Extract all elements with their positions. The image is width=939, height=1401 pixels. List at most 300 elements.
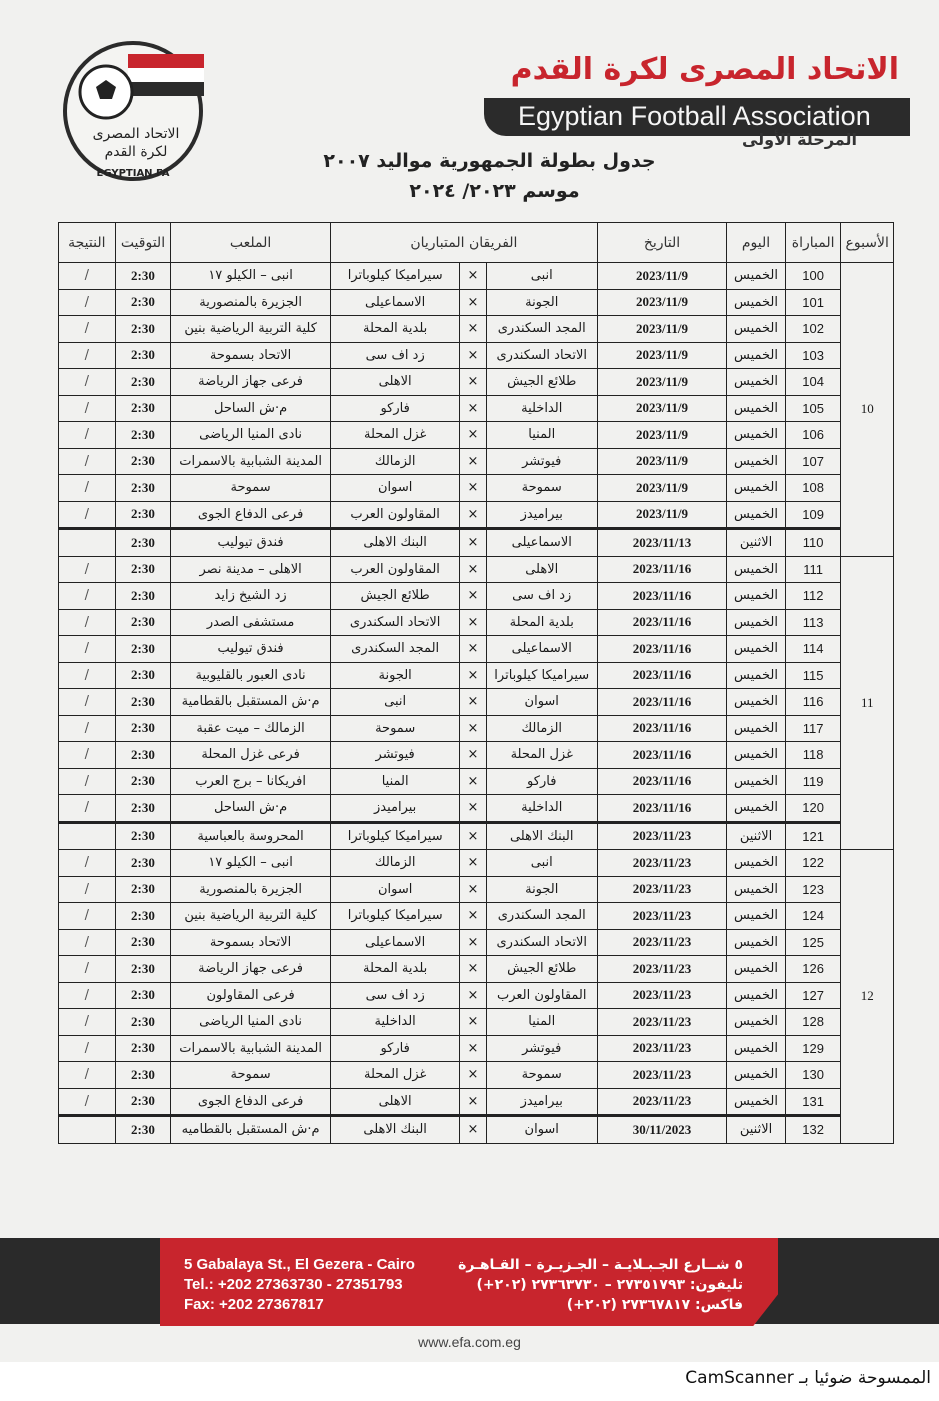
stadium-name: سموحة [171, 475, 331, 502]
match-result: / [59, 1088, 116, 1116]
vs-mark: × [460, 289, 486, 316]
kickoff-time: 2:30 [115, 742, 171, 769]
match-date: 2023/11/23 [597, 876, 726, 903]
stadium-name: انبى – الكيلو ١٧ [171, 263, 331, 290]
match-date: 2023/11/9 [597, 289, 726, 316]
match-result [59, 822, 116, 850]
match-date: 2023/11/9 [597, 501, 726, 529]
match-result: / [59, 289, 116, 316]
stadium-name: الاتحاد بسموحة [171, 342, 331, 369]
vs-mark: × [460, 316, 486, 343]
vs-mark: × [460, 501, 486, 529]
stadium-name: الجزيرة بالمنصورية [171, 876, 331, 903]
match-result: / [59, 636, 116, 663]
match-date: 2023/11/13 [597, 529, 726, 557]
match-result: / [59, 662, 116, 689]
match-day: الخميس [727, 636, 786, 663]
kickoff-time: 2:30 [115, 956, 171, 983]
table-row [59, 1062, 894, 1089]
home-team: الجونة [486, 289, 597, 316]
kickoff-time: 2:30 [115, 289, 171, 316]
table-row [59, 316, 894, 343]
match-day: الخميس [727, 583, 786, 610]
table-row [59, 1009, 894, 1036]
kickoff-time: 2:30 [115, 1088, 171, 1116]
table-row [59, 556, 894, 583]
kickoff-time: 2:30 [115, 876, 171, 903]
home-team: الجونة [486, 876, 597, 903]
match-day: الخميس [727, 342, 786, 369]
vs-mark: × [460, 342, 486, 369]
match-day: الخميس [727, 982, 786, 1009]
away-team: الجونة [330, 662, 459, 689]
camscanner-note: الممسوحة ضوئيا بـ CamScanner [685, 1368, 931, 1388]
match-number: 104 [785, 369, 841, 396]
match-day: الخميس [727, 1062, 786, 1089]
match-day: الخميس [727, 956, 786, 983]
table-row [59, 1088, 894, 1116]
match-result: / [59, 395, 116, 422]
website-link[interactable]: www.efa.com.eg [418, 1334, 521, 1350]
match-day: الخميس [727, 1009, 786, 1036]
home-team: سيراميكا كيلوباترا [486, 662, 597, 689]
home-team: اسوان [486, 689, 597, 716]
away-team: بلدية المحلة [330, 316, 459, 343]
home-team: انبى [486, 263, 597, 290]
match-result: / [59, 583, 116, 610]
match-number: 105 [785, 395, 841, 422]
match-date: 2023/11/16 [597, 768, 726, 795]
vs-mark: × [460, 395, 486, 422]
away-team: المجد السكندرى [330, 636, 459, 663]
home-team: الاسماعيلى [486, 529, 597, 557]
match-number: 132 [785, 1116, 841, 1144]
home-team: فيوتشر [486, 448, 597, 475]
table-row [59, 395, 894, 422]
week-cell: 11 [841, 556, 894, 850]
away-team: زد اف سى [330, 982, 459, 1009]
org-name-en: Egyptian Football Association [518, 101, 871, 131]
home-team: بيراميدز [486, 501, 597, 529]
match-number: 120 [785, 795, 841, 823]
match-result: / [59, 342, 116, 369]
match-day: الخميس [727, 556, 786, 583]
match-result [59, 1116, 116, 1144]
match-date: 2023/11/9 [597, 395, 726, 422]
away-team: فاركو [330, 1035, 459, 1062]
match-number: 112 [785, 583, 841, 610]
match-number: 114 [785, 636, 841, 663]
vs-mark: × [460, 822, 486, 850]
away-team: اسوان [330, 876, 459, 903]
kickoff-time: 2:30 [115, 715, 171, 742]
table-row [59, 422, 894, 449]
kickoff-time: 2:30 [115, 448, 171, 475]
kickoff-time: 2:30 [115, 1035, 171, 1062]
match-number: 102 [785, 316, 841, 343]
week-cell: 12 [841, 850, 894, 1144]
match-number: 103 [785, 342, 841, 369]
away-team: فاركو [330, 395, 459, 422]
table-row [59, 529, 894, 557]
home-team: الداخلية [486, 395, 597, 422]
match-number: 128 [785, 1009, 841, 1036]
match-day: الخميس [727, 689, 786, 716]
match-date: 2023/11/23 [597, 903, 726, 930]
match-date: 2023/11/16 [597, 742, 726, 769]
stadium-name: نادى المنيا الرياضى [171, 422, 331, 449]
table-row [59, 583, 894, 610]
away-team: بيراميدز [330, 795, 459, 823]
match-result: / [59, 369, 116, 396]
match-day: الخميس [727, 395, 786, 422]
vs-mark: × [460, 689, 486, 716]
match-number: 113 [785, 609, 841, 636]
stadium-name: فرعى الدفاع الجوى [171, 501, 331, 529]
away-team: زد اف سى [330, 342, 459, 369]
kickoff-time: 2:30 [115, 556, 171, 583]
away-team: سموحة [330, 715, 459, 742]
home-team: الاهلى [486, 556, 597, 583]
stadium-name: م·ش الساحل [171, 395, 331, 422]
match-day: الخميس [727, 475, 786, 502]
stadium-name: فرعى جهاز الرياضة [171, 369, 331, 396]
match-date: 2023/11/16 [597, 636, 726, 663]
match-date: 2023/11/23 [597, 1062, 726, 1089]
home-team: البنك الاهلى [486, 822, 597, 850]
away-team: سيراميكا كيلوباترا [330, 903, 459, 930]
schedule-body [59, 263, 894, 1144]
away-team: الاسماعيلى [330, 929, 459, 956]
stadium-name: زد الشيخ زايد [171, 583, 331, 610]
kickoff-time: 2:30 [115, 609, 171, 636]
col-result: النتيجة [59, 223, 116, 263]
match-result: / [59, 742, 116, 769]
kickoff-time: 2:30 [115, 422, 171, 449]
vs-mark: × [460, 448, 486, 475]
match-result: / [59, 876, 116, 903]
match-day: الخميس [727, 501, 786, 529]
match-day: الخميس [727, 850, 786, 877]
vs-mark: × [460, 1035, 486, 1062]
home-team: المجد السكندرى [486, 316, 597, 343]
vs-mark: × [460, 529, 486, 557]
match-number: 100 [785, 263, 841, 290]
match-date: 2023/11/9 [597, 316, 726, 343]
footer-contact-ar [458, 1255, 743, 1315]
table-row [59, 636, 894, 663]
match-result: / [59, 1009, 116, 1036]
kickoff-time: 2:30 [115, 583, 171, 610]
match-number: 125 [785, 929, 841, 956]
away-team: سيراميكا كيلوباترا [330, 822, 459, 850]
stadium-name: افريكانا – برج العرب [171, 768, 331, 795]
kickoff-time: 2:30 [115, 1062, 171, 1089]
match-result: / [59, 982, 116, 1009]
match-result: / [59, 263, 116, 290]
away-team: فيوتشر [330, 742, 459, 769]
match-number: 124 [785, 903, 841, 930]
away-team: انبى [330, 689, 459, 716]
table-row [59, 795, 894, 823]
table-row [59, 263, 894, 290]
away-team: سيراميكا كيلوباترا [330, 263, 459, 290]
match-day: الخميس [727, 609, 786, 636]
home-team: المجد السكندرى [486, 903, 597, 930]
kickoff-time: 2:30 [115, 342, 171, 369]
table-row [59, 742, 894, 769]
match-result: / [59, 422, 116, 449]
stadium-name: م·ش المستقبل بالقطاميه [171, 1116, 331, 1144]
kickoff-time: 2:30 [115, 662, 171, 689]
home-team: طلائع الجيش [486, 369, 597, 396]
stadium-name: كلية التربية الرياضية بنين [171, 316, 331, 343]
match-day: الخميس [727, 289, 786, 316]
away-team: الاتحاد السكندرى [330, 609, 459, 636]
home-team: زد اف سى [486, 583, 597, 610]
footer-fax-en: Fax: +202 27367817 [184, 1296, 324, 1313]
away-team: الداخلية [330, 1009, 459, 1036]
footer-address-en: 5 Gabalaya St., El Gezera - Cairo [184, 1256, 415, 1273]
match-number: 119 [785, 768, 841, 795]
home-team: فاركو [486, 768, 597, 795]
match-date: 2023/11/23 [597, 982, 726, 1009]
kickoff-time: 2:30 [115, 636, 171, 663]
logo-text-2: لكرة القدم [104, 144, 168, 160]
kickoff-time: 2:30 [115, 529, 171, 557]
vs-mark: × [460, 556, 486, 583]
col-time: التوقيت [115, 223, 171, 263]
home-team: بلدية المحلة [486, 609, 597, 636]
col-date: التاريخ [597, 223, 726, 263]
match-day: الخميس [727, 742, 786, 769]
stadium-name: الاتحاد بسموحة [171, 929, 331, 956]
away-team: طلائع الجيش [330, 583, 459, 610]
stadium-name: المحروسة بالعباسية [171, 822, 331, 850]
kickoff-time: 2:30 [115, 689, 171, 716]
kickoff-time: 2:30 [115, 822, 171, 850]
match-day: الاثنين [727, 529, 786, 557]
match-day: الخميس [727, 1035, 786, 1062]
table-row [59, 876, 894, 903]
stadium-name: المدينة الشبابية بالاسمرات [171, 448, 331, 475]
match-result [59, 529, 116, 557]
match-day: الخميس [727, 795, 786, 823]
kickoff-time: 2:30 [115, 369, 171, 396]
kickoff-time: 2:30 [115, 395, 171, 422]
match-result: / [59, 1035, 116, 1062]
kickoff-time: 2:30 [115, 501, 171, 529]
stadium-name: الزمالك – ميت عقبة [171, 715, 331, 742]
stadium-name: كلية التربية الرياضية بنين [171, 903, 331, 930]
vs-mark: × [460, 1009, 486, 1036]
away-team: الاهلى [330, 369, 459, 396]
vs-mark: × [460, 422, 486, 449]
match-date: 2023/11/16 [597, 609, 726, 636]
away-team: غزل المحلة [330, 1062, 459, 1089]
match-date: 2023/11/23 [597, 956, 726, 983]
match-number: 115 [785, 662, 841, 689]
table-row [59, 982, 894, 1009]
stadium-name: سموحة [171, 1062, 331, 1089]
match-date: 30/11/2023 [597, 1116, 726, 1144]
vs-mark: × [460, 1062, 486, 1089]
match-result: / [59, 1062, 116, 1089]
table-row [59, 289, 894, 316]
match-day: الاثنين [727, 822, 786, 850]
away-team: المنيا [330, 768, 459, 795]
match-date: 2023/11/16 [597, 715, 726, 742]
vs-mark: × [460, 715, 486, 742]
table-row [59, 369, 894, 396]
footer-tel-en: Tel.: +202 27363730 - 27351793 [184, 1276, 403, 1293]
logo-text-1: الاتحاد المصرى [92, 126, 180, 142]
vs-mark: × [460, 903, 486, 930]
kickoff-time: 2:30 [115, 795, 171, 823]
stadium-name: انبى – الكيلو ١٧ [171, 850, 331, 877]
table-row [59, 342, 894, 369]
home-team: سموحة [486, 1062, 597, 1089]
vs-mark: × [460, 583, 486, 610]
stadium-name: نادى المنيا الرياضى [171, 1009, 331, 1036]
match-date: 2023/11/16 [597, 662, 726, 689]
away-team: الاهلى [330, 1088, 459, 1116]
away-team: الزمالك [330, 850, 459, 877]
table-header-row [59, 223, 894, 263]
stadium-name: فندق تيوليب [171, 636, 331, 663]
match-day: الخميس [727, 316, 786, 343]
home-team: المنيا [486, 1009, 597, 1036]
match-result: / [59, 929, 116, 956]
match-number: 126 [785, 956, 841, 983]
home-team: فيوتشر [486, 1035, 597, 1062]
match-result: / [59, 501, 116, 529]
match-result: / [59, 850, 116, 877]
match-day: الخميس [727, 929, 786, 956]
footer-address-ar: ٥ شــارع الجـبـلايـة – الجـزيـرة – القـاهـرة [458, 1257, 743, 1273]
vs-mark: × [460, 876, 486, 903]
away-team: بلدية المحلة [330, 956, 459, 983]
match-day: الخميس [727, 263, 786, 290]
home-team: الاتحاد السكندرى [486, 342, 597, 369]
table-row [59, 850, 894, 877]
match-day: الاثنين [727, 1116, 786, 1144]
vs-mark: × [460, 1116, 486, 1144]
match-result: / [59, 903, 116, 930]
kickoff-time: 2:30 [115, 263, 171, 290]
home-team: اسوان [486, 1116, 597, 1144]
stadium-name: فرعى الدفاع الجوى [171, 1088, 331, 1116]
stadium-name: فرعى المقاولون [171, 982, 331, 1009]
match-date: 2023/11/23 [597, 850, 726, 877]
match-result: / [59, 475, 116, 502]
home-team: بيراميدز [486, 1088, 597, 1116]
vs-mark: × [460, 768, 486, 795]
match-number: 111 [785, 556, 841, 583]
home-team: طلائع الجيش [486, 956, 597, 983]
match-result: / [59, 556, 116, 583]
stage-label: المرحلة الأولى [741, 130, 857, 149]
away-team: المقاولون العرب [330, 556, 459, 583]
table-row [59, 929, 894, 956]
match-day: الخميس [727, 715, 786, 742]
vs-mark: × [460, 263, 486, 290]
col-teams: الفريقان المتباريان [330, 223, 597, 263]
col-week: الأسبوع [841, 223, 894, 263]
match-date: 2023/11/16 [597, 556, 726, 583]
table-row [59, 689, 894, 716]
vs-mark: × [460, 742, 486, 769]
match-date: 2023/11/16 [597, 795, 726, 823]
kickoff-time: 2:30 [115, 768, 171, 795]
org-name-ar: الاتحاد المصرى لكرة القدم [510, 52, 899, 87]
home-team: غزل المحلة [486, 742, 597, 769]
match-date: 2023/11/23 [597, 822, 726, 850]
match-number: 109 [785, 501, 841, 529]
vs-mark: × [460, 636, 486, 663]
match-day: الخميس [727, 768, 786, 795]
match-day: الخميس [727, 369, 786, 396]
col-day: اليوم [727, 223, 786, 263]
match-date: 2023/11/9 [597, 369, 726, 396]
match-date: 2023/11/9 [597, 263, 726, 290]
match-date: 2023/11/23 [597, 1009, 726, 1036]
match-date: 2023/11/23 [597, 929, 726, 956]
stadium-name: الاهلى – مدينة نصر [171, 556, 331, 583]
kickoff-time: 2:30 [115, 1116, 171, 1144]
away-team: غزل المحلة [330, 422, 459, 449]
home-team: المنيا [486, 422, 597, 449]
kickoff-time: 2:30 [115, 316, 171, 343]
home-team: سموحة [486, 475, 597, 502]
match-result: / [59, 715, 116, 742]
away-team: اسوان [330, 475, 459, 502]
kickoff-time: 2:30 [115, 850, 171, 877]
match-result: / [59, 795, 116, 823]
kickoff-time: 2:30 [115, 475, 171, 502]
stadium-name: فرعى غزل المحلة [171, 742, 331, 769]
match-number: 129 [785, 1035, 841, 1062]
match-result: / [59, 768, 116, 795]
match-number: 110 [785, 529, 841, 557]
match-number: 122 [785, 850, 841, 877]
table-row [59, 609, 894, 636]
season-label: موسم ٢٠٢٣/ ٢٠٢٤ [409, 180, 580, 202]
match-number: 118 [785, 742, 841, 769]
away-team: البنك الاهلى [330, 1116, 459, 1144]
footer-fax-ar: فاكس: ٢٧٣٦٧٨١٧ (٢٠٢+) [566, 1297, 743, 1313]
col-match: المباراة [785, 223, 841, 263]
match-date: 2023/11/23 [597, 1088, 726, 1116]
logo-text-en: EGYPTIAN FA [96, 168, 170, 179]
stadium-name: م·ش المستقبل بالقطامية [171, 689, 331, 716]
kickoff-time: 2:30 [115, 1009, 171, 1036]
week-cell: 10 [841, 263, 894, 557]
table-row [59, 501, 894, 529]
match-result: / [59, 316, 116, 343]
match-number: 121 [785, 822, 841, 850]
match-number: 127 [785, 982, 841, 1009]
vs-mark: × [460, 850, 486, 877]
match-number: 106 [785, 422, 841, 449]
schedule-title: جدول بطولة الجمهورية مواليد ٢٠٠٧ [323, 150, 656, 172]
match-date: 2023/11/9 [597, 342, 726, 369]
match-day: الخميس [727, 422, 786, 449]
vs-mark: × [460, 369, 486, 396]
table-row [59, 662, 894, 689]
schedule-table [58, 222, 894, 1144]
match-number: 116 [785, 689, 841, 716]
